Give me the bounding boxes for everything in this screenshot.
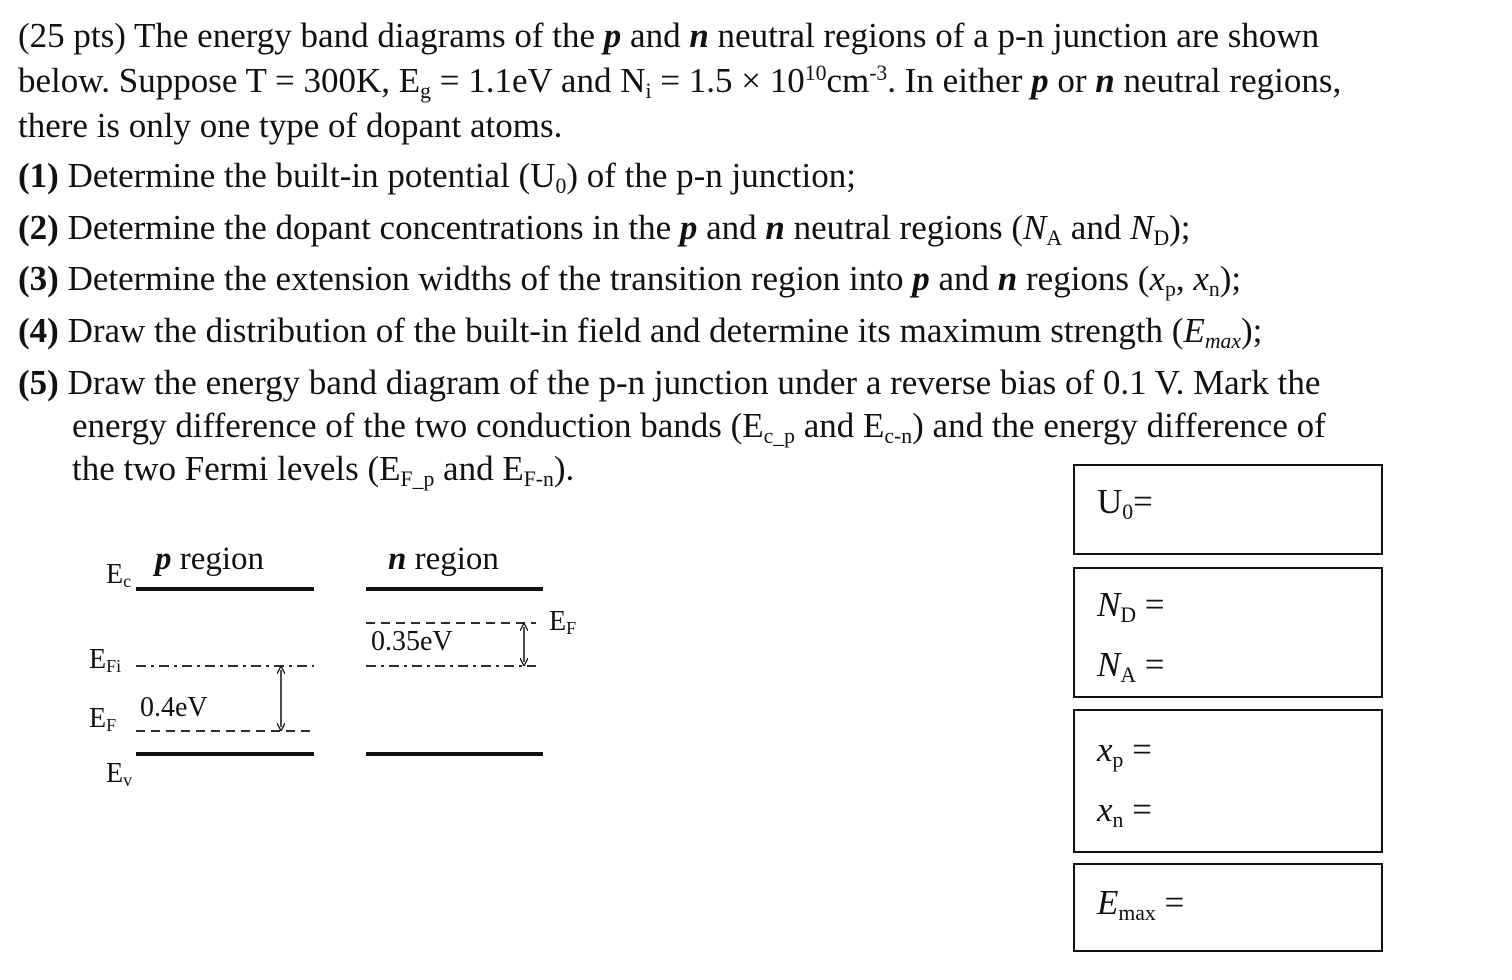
emax-label: $E_{max}$ = (1097, 883, 1185, 926)
na-label: $N_A$ = (1097, 645, 1165, 688)
answer-box-u0[interactable] (1073, 464, 1383, 555)
p-gap-value: 0.4eV (140, 692, 208, 723)
answer-box-widths[interactable] (1073, 709, 1383, 853)
xp-label: $x_p$ = (1097, 730, 1152, 773)
band-diagram (0, 0, 700, 980)
question-3: (3) Determine the extension widths of the transition region into p and n regions ($x_p$, $x_n$); (18, 259, 1242, 302)
answer-box-dopants[interactable] (1073, 567, 1383, 698)
p-region-title: p region (155, 541, 265, 577)
ef-n-label: EF (549, 606, 577, 638)
question-5-line-2: energy difference of the two conduction bands ($E_{c\_p}$ and $E_{c-n}$) and the energy difference of (72, 406, 1326, 449)
problem-statement-line-3: there is only one type of dopant atoms. (18, 106, 563, 145)
question-4: (4) Draw the distribution of the built-in field and determine its maximum strength $(E_{max})$; (18, 311, 1263, 354)
question-5-line-1: (5) Draw the energy band diagram of the p-n junction under a reverse bias of 0.1 V. Mark the (18, 363, 1321, 402)
n-gap-value: 0.35eV (371, 626, 453, 657)
problem-statement-line-2: below. Suppose T = 300K, $E_g = 1.1eV$ and $N_i = 1.5 \times 10^{10}cm^{-3}$. In either p or n neutral regions, (18, 61, 1342, 104)
problem-statement-line-1: (25 pts) The energy band diagrams of the p and n neutral regions of a p-n junction are shown (18, 16, 1320, 55)
question-5-line-3: the two Fermi levels ($E_{F\_p}$ and $E_{F-n}$). (72, 449, 575, 492)
u0-label: $U_0=$ (1097, 482, 1153, 525)
efi-label: EFi (89, 644, 122, 676)
question-2: (2) Determine the dopant concentrations in the p and n neutral regions ($N_A$ and $N_D$); (18, 208, 1191, 251)
answer-box-emax[interactable] (1073, 863, 1383, 952)
xn-label: $x_n$ = (1097, 790, 1152, 833)
ef-p-label: EF (89, 703, 117, 735)
nd-label: $N_D$ = (1097, 585, 1165, 628)
question-1: (1) Determine the built-in potential $(U_0)$ of the p-n junction; (18, 156, 856, 199)
ec-label: Ec (106, 559, 132, 591)
ev-label: Ev (106, 758, 133, 790)
n-region-title: n region (388, 541, 499, 577)
